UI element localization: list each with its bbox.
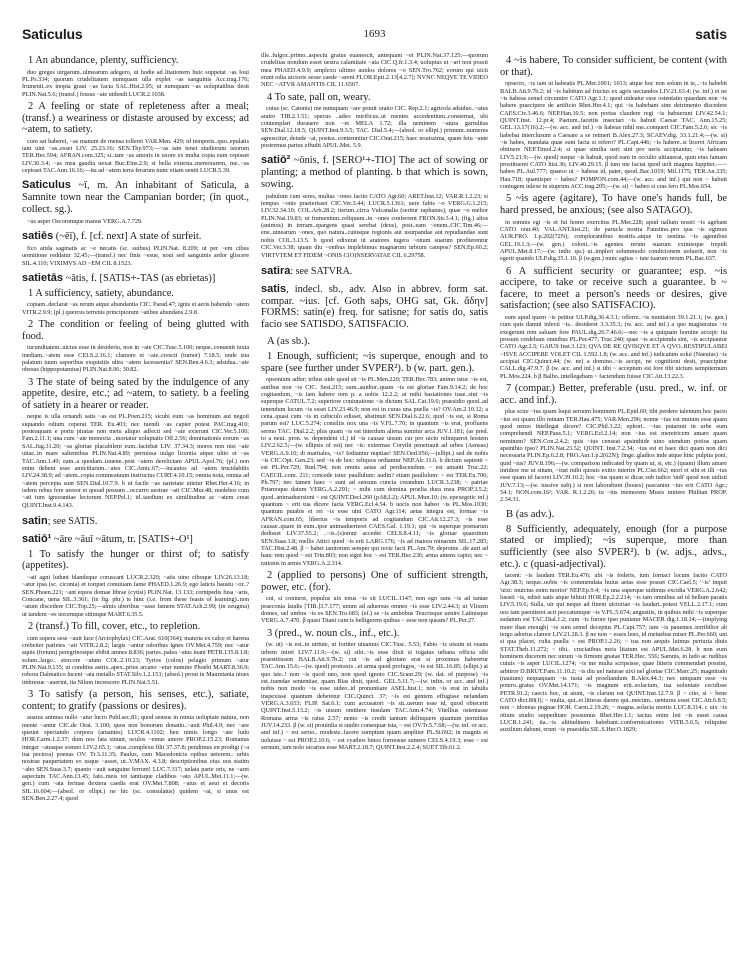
entry-definition: (~ēī), f. [cf. next] A state of surfeit. [53,231,202,243]
sense-definition: 3 To satisfy (a person, his senses, etc.), satiate, content; to gratify (passions or desires). [22,688,249,712]
citation-block: cui, si coniurot, populus uix totus ~is sit LUCIL.1147; non ego sum ~is ad tantae praeconia laudis [TIB.]3.7.177; unum ad aduersus omnes ~is esse LIV.2.44.3; ut Vlixem domes, uel umbra ~is es SEN.Tro.683; (ef.) se ~is ambobus Teucrisque uenire Latinisque VERG.A.7.470. β quasi Titani cum is belligerem quibus ~ esse non queam? PL.Per.27. [261,595,488,625]
citation-continuation: ille..fulgor..primo..aspectu gratus euanescit, antequam ~et PLIN.Nat.37.125;—quorum crudelitas nondum esset uestra calamitate ~ata CIC.Q.fr.1.3.4; uoluptas ut ~ari non possit mea PHAED.4.9.9; amplexu ultimo auidos dolores ~o SEN.Tro.762; eorum qui uicti erant odia uictoris sesse caede ~arent FLOR.Epit.2.13[4.2.7]; NVNC NEQVE TE VIDEO NEC ~ATVR AMANTIS CIL 11.6507. [261,52,488,89]
lemma: satira [261,264,291,277]
lemma: satiō² [261,154,291,167]
citation-block: opsecro, ~is iam ut habeatis PL.Mer.1001; 1013; atque hoc non solum in te,..~is habebit BALB.Att.9.7b.2; id ~is habitum ad fructus ex agris uectandos LIV.21.63.4; (w. inf.) et ne ~is habeas semel circumire CATO Agr.1.1; quod uideatur esse ostentatio quaedam non ~is habere praecipere de artificio Rhet.Her.4.1; qui ~is habebant sine detrimento discedere CAES.Civ.3.46.6; NEP.Han.10.5; non portas claudere regi ~is habuerunt LIV.42.54.1; QUINT.Inst. 12.pr.4; Paetum..facetiis insectari ~is habuit Caesar TAC. Ann.15.25; GEL.13.17(16).2;—(w. acc. and inf.) ~is habeas nihil me..conqueri CIC.Fam.5.2.6; sic ~is habebat interclusum a Caesare a se retineri B.Alex.27.3; SCAEV.dig. 33.1.21.4;—(w. si) ~is habes, mandata quae sunt facta si refero? PL.Capt.446; ~is habere..si liceret Africam obtinere NEP.Timol.2.4; si quae similia ueri sint pro ueris accipiantur, ~is habeam LIV.5.21.9;—(w. quod) neque ~is habuit, quod eam in occulto uitiauerat, quin eius famam prostitueret CATO hist.36; LIV.40.29.15. β tum me faciat quod uolt magnus Iuppiter..—~ habeo PL.Aul.777; quaeso ut ~ habeas id, pater, quod..Bac.1019; Mil.1175; TER.An.335; Hau.718; quantisper ~ habes? POMPON.com.44;—(w. acc. and inf.) qui non ~ habuit coniugem inlexe in stuprum ACC.trag.205;—(w. si) ~ habeo si cras fero PL.Mos.654. [500,80,727,190]
sense-definition: 2 (applied to persons) One of sufficient strength, power, etc. (for). [261,570,488,593]
sense-definition: 3 The state of being sated by the indulgence of any appetite, desire, etc.; ad ~atem, to satiety. b a feeling of satiety in a hearer or reader. [22,376,249,411]
lemma: satin [22,514,48,527]
dictionary-entry-headword [22,273,249,285]
citation-block: duo greges uirgarum..ulmearum adegero, ut hodie ad litationem huic suppetat ~as Ioui PL.Ps.334; quorum crudelitatem numquam ulla explet ~as sanguinis Acc.trag.176; frumenti..ex inopia graui ~as facta SAL.Hist.2.95; ut numquam ~as uoluptatibus desit PLIN.Nat.5.6; (transf.) fessus ~ate uidendi LUCR.2.1038. [22,68,249,98]
citation-block: iucunditatem..uictus esse in desiderio, non in ~ate CIC.Tusc.5.100; neque..conuenit iuxta inediam..~atem esse CELS.2.16.1; clamore et ~ate..crescit (tumor) 7.18.5; unde ista palatum tuum saporibus exquisitis ultra ~atem lacessentia? SEN.Ben.4.6.3; adsidua..~ate obesus (hippopotamius) PLIN.Nat.8.96; 30.82. [22,344,249,374]
column-3 [500,52,727,805]
cross-reference [22,515,249,528]
running-head [22,26,727,44]
citation-block: auarus animus nullo ~atur lucro Publ.sec.81; quod sensus in nimia uoluptate natura, non mente ~antur CIC.de Orat. 3.100; quos non bonorum donatio..~auit Phil.4.9; nec ~are queunt spectando corpora (amantes) LUCR.4.1102; heu nimis longo ~ate ludo HOR.Carm.1.2.37; dum nos fata sinunt, oculos ~emus amore PROP.2.15.23; Romanus integer ~atusque somno LIV.2.65.1; ~atus..complexu filii 37.37.8; pendimus en prodigi (~a tua pectora) poenas OV. Tr.3.11.35; Paulus, cum Macedonicis opibus ueterem.. urbis nostrae paupertatem eo usque ~asset, ut..V.MAX. 4.3.8; descriptionibus eius uos statim ~abo SEN.Suas.3.7; quanto ~auit sanguine ferrum! LUC.7.317; uelata parte oris, ne ~aret aspectum TAC.Ann.13.45; fato..meis tot tantisque cladibus ~ato APUL.Met.11.1;—(w. gen.) cum ~ata ferinae dextera caedis erat OV.Met.7.808; ~atus et aeui et decoris SIL.16.604;—(absol. or ellipt.) ne hic (sc. consulatus) quidem ~at, si unus est SEN.Ben.2.27.4; quod [22,714,249,802]
entry-definition: ~ātis, f. [SATIS+-TAS (as ebrietas)] [62,273,216,285]
sense-definition: 2 The condition or feeling of being glutted with food. [22,319,249,342]
entry-definition: ; see SATIS. [47,515,98,527]
section-heading: B (as adv.). [506,508,555,520]
sense-definition: 5 ~is agere (agitare), To have one's hands full, be hard pressed, be anxious; (see also SATAGO). [500,193,727,216]
entry-definition: : see SATVRA. [290,265,353,277]
lemma: Saticulus [22,179,71,192]
citation-block: copiam..declarat ~as rerum atque abundantia CIC. Parad.47; ignis et aeris habendo ~atem VITR.2.9.9; (pl.) quercus terrenis principiorum ~atibus abundans 2.9.8. [22,301,249,316]
sense-definition: 7 (compar.) Better, preferable (usu. pred., w. inf. or acc. and inf.). [500,383,727,406]
lemma: satiō¹ [22,532,52,545]
citation-block: opsonium adfer; tribus uide quod sit ~is PL.Men.220; TER.Hec.783; animo istuc ~is est, auribus non ~is CIC. Sest.215; sum..auidior..quam ~is est gloriae Fam.9.14.2; de hoc cogitandum, ~is iam habere rem p. a uobis 12.2.2; at mihi basiationes tuae..sint ~is superque CATUL.7.2; superiore coniuratione ~is dictum SAL.Cat.19.6; praesidio quod..ad tenendum locum ~is esset LIV.23.46.9; non est in curas una puella ~is? OV.Am.2.10.12; a cena..quasi cum ~is in cubiculo edisset, abstinuit SEN.Dial.6.22.6; quid ~is est, si Roma parum est? LUC.5.274; consiliis nox una ~is V.FL.7.70; in quantum ~is erat, profluens sermo TAC. Dial.2.2; plus quam ~is est interdum aliena sumitur arca JUV.1.181; (as pred. to a neut. pron. w. dependent cl.) id ~is causae uisum cur pro uicto relinqueret hostem LIV.2.62.5;—(w. ellipsis of est) nec ~is: extremas Corythi penetrauit ad urbes (Aeneas) VERG.A.9.10; di maritales, ~is? Iodiantur nuptiae! SEN.Oed.956;—(ellipt.) sed de nobis ~is CIC.Opt. Gen.23; sed ~is de hoc: reliquos ordiamur NEP.Alc.11.6. b dictum sapienti ~ est PL.Per.729; Rud.794; non omnis aetas ad perdiscendum ~ est amanti Truc.22; CAECIL.com. 211; concede istuc paullulum: audin? etiam paullulum: ~ est TER.Eu.706; Ph.797; nec tamen haec ~ sunt ad sensum cuncta creandum LUCR.3.238; ~ patriae Priamoque datum VERG.A.2.291; ~ mihi cum domina proelia dura mea PROP.3.5.2; quod..animaduersioni ~ est QUINT.Decl.260 (p.68,L2); APUL.Mun.10; (w. epexegetic inf.) quantum ~ erit tua dicere facta VERG.Ecl.4.54. b uocis non habeo ~is PL.Mos.1030; quantum putabis ei rei ~is esse uini CATO Agr.114; aetas integra est, formae ~is AFRAN.com.65; liberius ~is temporis ad cogitandum CIC.Att.12.27.3; ~is esse causae..quare in eum..ipse animaduerteret CAES.Gal. 1.19.1; qui ~is superque poenarum dedisset LIV.37.55.2; ..~is..(s)omni accedet CELS.8.4.11; ~is gloriae quaesitum SEN.Suas.1.8; mellis Attici quod ~is erit LARG.176; ~is ad maiora minarum SIL.17.285; TAC.Hist.2.48. β ~ habet ianitorum semper qui recte facit PL.Am.79; deprome ..de auri ad hanc rem quod ~ est Trin.803; non signi hoc ~ est TER.Hec.236; arma amens capio; nec ~ rationis in armis VERG.A.2.314. [261,376,488,567]
sense-definition: 1 Enough, sufficient; ~is superque, enough and to spare (see further under SVPER²). b (w. part. gen.). [261,351,488,374]
entry-definition: ~ōnis, f. [SERO¹+-TIO] The act of sowing or planting; a method of planting. b that which is sown, sowing. [261,155,488,190]
column-2 [261,52,488,805]
columns [22,52,727,805]
sense-definition: 2 A feeling or state of repleteness after a meal; (transf.) a weariness or distaste aroused by excess; ad ~atem, to satiety. [22,100,249,136]
dictionary-entry-headword [261,155,488,190]
entry-definition: ~āre ~āuī ~ātum, tr. [SATIS+-O¹] [51,533,193,545]
citation-block: neque is ulla ornandi satis ~as est PL.Poen.215; sicubi eum ~as hominum aut negoti siquando odium ceperat TER. Eu.403; nec tuendi ~as capier potest PAC.trag.410; posteaquam e portu piratae non metu aliquo adfecti sed ~ate exierunt CIC.Ver.5.100; Fam.2.11.1; una cum ~ate memoria ..moriatur uoluptatis Off.2.56; dominationis eorum ~as SAL.Jug.31.20; ~as gloriae placabilem eum..faciebat LIV. 37.34.3; mores non nisi ~ate uitae..in mare salientibus PLIN.Nat.4.89; permissa uulgo licentia atque ultio et ~as TAC.Ann.1.49; eam..a quodam..iuuene..post ~atem derelictam APUL.Apol.76; (pl.) non enim debent esse amicitiarum..~ates CIC.Amic.67;—incautos ad ~atem trucidabitis LIV.24.38.9; ad ~atem..copia commeatuum instructus CURT.4.10.15; omnia nota, omnia ad ~atem percepta sunt SEN.Dial.10.7.9. b ut facile ~as uarietate uitetur Rhet.Her.4.16; in isdem rebus fere uersor et quoad possum ..occurro uestrae ~ati CIC.Mur.48; medebor cum ~ati tum ignorantiae lectorum NEP.Pel.1; id..taedium ex similitudine ac ~atem creat QUINT.Inst.9.4.143. [22,413,249,509]
sense-definition: 1 A sufficiency, satiety, abundance. [28,287,174,299]
citation-block: cuius (sc. Catonis) me numquam ~are potuit oratio CIC. Rep.2.1; agricola adsiduo..~atus aratro TIB.2.1.51; specus ..adeo mirificus..ut mentes accedentium..consternat, ubi contemplari durauere non ~et MELA 1.72; illa neminem ~atura garrulitas SEN.Dial.12.18.5; QUINT.Inst.9.3.5; TAC. Dial.5.4;—(absol. or ellipt.) primum..numerus agnoscitur, deinde ~at, postea..contemnitur CIC.Orat.215; haec nouissima, quam fetu ~ante postremus partus effudit APUL.Met. 5.9. [261,105,488,150]
sense-definition: 3 (pred., w. noun cls., inf., etc.). [267,627,400,639]
entry-definition: , indecl. sb., adv. Also in abbrev. form sat. compar. ~ius. [cf. Goth saþs, OHG sat, Gk. ἄδην] FORMS: satin(e) freq. for satisne; for satis do, satis facio see SATISDO, SATISFACIO. [261,283,488,331]
citation-block: ~ati agni ludunt blandeque coruscant LUCR.2.320; ~atis uino ciboque LIV.26.13.18; ~atur ipsa (sc. ciconia) et torquet conuiuam fame PHAED.1.26.9; ego laticis haustu ~or..? SEN.Phoen.221; ~ant equos domae librae (cytisi) PLIN.Nat. 13.133; cornipedis fusa ~aris, Concane, uena SIL.3.361; (in fig. phr.) te hinc (i.e. from these feasts of learning)..non ~atum discedere CIC.Top.25;—almis uberibus ~asse famem STAT.Ach.2.99; (in zeugma) ut tandem ~es uocemque sitimque MART.6.35.5. [22,573,249,618]
section-heading: A (as sb.). [267,336,310,348]
citation-block: pabulum cum seres, multas ~ones facito CATO Agr.60; ARET.hist.12; VAR.R.1.2.23; si tempus ~onis praeterisset CIC.Ver.3.44; LUCR.5.1361; uere fabis ~o VERG.G.1.215; LIV.32.34.10; COL.Arb.28.2; iterum..circa Vulcanalia (seritur raphanus), quae ~o melior PLIN.Nat.19.83; ut frumentum..reliquum..in ~ones conferrent FRON.Str.3.4.1; (fig.) alios (animos) in terram..spargens quasi serebat (deus), post..eam ~onem..CIC.Tim.46;—ene..uinearum ~ones, quo natura..cuiusque regionis aut usurpandae aut repudiandae sunt nobis COL.3.13.5. b quod edixerat ut aratores iugera ~onum suarum profiterentur CIC.Ver.3.38; quam diu ~onibus implebimus magnarum urbium campos? SEN.Ep.60.2; VIRTVTEM ET FIDEM ~ONIS C(O)NSERVATAE CIL 6.29758. [261,192,488,259]
sense-definition: 1 An abundance, plenty, sufficiency. [28,55,179,66]
sense-definition: 8 Sufficiently, adequately, enough (for a purpose stated or implied); ~is superque, more than sufficiently (see also SVPER²). b (w. adjs., advs., etc.). c (quasi-adjectival). [500,523,727,570]
page-number: 1693 [363,28,386,40]
sense-definition: 1 To satisfy the hunger or thirst of; to satisfy (appetites). [22,548,249,572]
citation-block: cum supera sese ~auit luce (Arctophylax) CIC.Arat. 610(364); materia ex calce et harena crebeiter parietes ~ati VITR.2.8.2; largis ~antur odoribus ignes OV.Met.4.759; nec ~atur aquis (fretum) peregrinosque ebibit amnes 8.836; paries..palea ~atus inani PETR.135.8.1.8; solum..largo.. stercore ~atum COL.2.10.23; Tyrios (colos) pelagio primum ~atur PLIN.Nat.9.135; ut conditus astris..apex..prius arcano ~etur numine Phoebi MART.8.36.9; robora Dalmatico lucent ~ata metallo STAT.Silv.1.2.153; (absol.) prout in Mauretania niues imbresue ~auerint, ita Nilum increscere PLIN.Nat.5.51. [22,634,249,686]
sense-definition: 6 A sufficient security or guarantee; esp. ~is accipere, to take or receive such a guarantee. b ~ facere, to meet a person's needs or desires, give satisfaction; (see also SATISFACIO). [500,265,727,312]
citation-block: plus scire ~ius quam loqui seruom hominem PL.Epid.60; tibi perdere talentum hoc pacto ~ius est quam illo minam TER.Hau.475; VAR.Men.296; nonne ~ius est mutum esse quam quod nemo intellegat dicere? CIC.Phil.3.22; ephori.. ~ius putarunt in urbe eum comprehendi NEP.Paus.5.1; VERG.Ecl.2.14; non ~ius est meretricem amare quam neminem? SEN.Con.2.4.2; quis ~ius censeat apsinthide uino utendum potius quam apsinthio ipso? PLIN.Nat.23.52; QUINT. Inst.7.2.34; ~ius est et haec dici quam non dici necessaria PLIN.Ep.6.2.8; FRO.Aur.1.p.2(62N); finge..gladios inde atque hinc pulpita poni, quid ~ius? JUV.8.196;—(w. comparison indicated by quam ut, si, etc.) (quam) illum amare inridere me ut sinam, ~iust mihi quouis exitio interire PL.Cist.662; mori et sibi et illi ~ius esse quam id faceret LIV.39.10.2; hoc ~ius quam si dicas sub iudice 'uidi' quod non uidisti JUV.7.13;—(w. iussive subj.) si non laborabunt (boues) pascantur ~ius erit CATO Agr.; 54.1; NON.com.16²; VAR. R.1.2.26; tu ~ius memorem Musis imitere Philitan PROP. 2.34.31. [500,408,727,504]
dictionary-entry-headword [22,231,249,243]
lemma: satietās [22,272,63,285]
citation-block: (w. ut) ~is est..in uirtute, ut fortiter uiuamus CIC.Tusc. 5.53; Fabio ~is uisum ut ouans urbem iniret LIV.7.11.9;—(w. si) sibi..~is esse dixit si togatus urbana officia sibi praestitissem BALB.Att.9.7b.2; cui ~is ad gloriam erat si proximus haberetur TAC.Ann.15.6;—(w. quod) protraxis ..et arma quod profugos, ~is est SIL.16.85; (ellipt.) at quo iste..! non ~is quod uno, non quod ignoto CIC.Scaur.29; (w. dat. of purpose) ~is est..tuendae sententiae, quam Bias dixit, quod.. GEL.5.11.7;—(w. infin. or acc. and inf.) nobis non modo ~is esse uideo..id pronuntiare ASEL.hist.1; non ~is erat in tabulis inspexisse quantum deberetur CIC.Quinct. 37; ~is est gentem effugisse nefandam VERG.A.3.653; FLIP. Sat.6.1; cum accusatori ~is sit..uerum esse id, quod obiecerit QUINT.Inst.5.13.2; ~is uisum omittere insulam TAC.Ann.4.74; Vitellius ostentasse Romana arma ~is ratus 2.57; nemo ~is credit tantum delinquere quantum permittas JUV.14.233. β (w. si) prouinlia si studio consequar ista, ~ est OV.Tr.5.7.68;—(w. inf. or acc. and inf.) ~ est seruo.. modeste..facere sumptum quam ampliter PL.St.692; in magnis et uoluisse ~ est PROP.2.10.6; ~ est cyathos binos formosue sumere CELS.4.19.3; esse ~ est seruum, iam nolo uicarius esse MART.2.18.7; QUINT.Inst.2.2.4; SUET.Tib.61.2. [261,641,488,752]
citation-block: eum apud quem ~is petitur ULP.dig.36.4.3.1; offerre..~is nuntiatori 39.1.21.1; (w. gen.) cum quis damni infecti ~is.. desideret 3.3.35.3; (w. acc. and inf.) a quo magistratus ~is exegerunt rem saluam fore PAUL.dig.26.7.46.6;—nec ~is a quiquam homine accepi: ita prosum credebam omnibus PL.Per.477; Truc.240; quae ~is accipienda sint, ~is accipiantur CATO Agr.2.5; GAIUS Inst.3.123; QVA DE RE QVISQVE ET A QVO..RESTIPULABEI ~ISVE ACCIPERE VOLET CIL 1.592.1.8; (w. acc. and inf.) iudicatum solui (Naeuius) ~is accipiat CIC.Quinct.44; (w. ne) a domino..~is accipi, ne cognitioni desit, praecipitur CALL.dig.47.9.7. β (w. acc. and inf.) si tibi ~ acceptum est fore tibi uictum sempiternum PL.Mos.224. b β Balbo..intellegebam ~ faciendum fuisse CIC.Att.13.22.3. [500,313,727,380]
lemma: satiēs [22,230,54,243]
citation-block: ~us asper Oscorumque manus VERG.A.7.729. [27,217,143,225]
sense-definition: 4 ~is habere, To consider sufficient, be content (with or that). [500,55,727,78]
right-guide-word: satis [695,26,727,42]
left-guide-word: Saticulus [22,26,83,42]
sense-definition: 4 To sate, pall on, weary. [267,91,371,103]
cross-reference [261,265,488,278]
citation-block: fico arida saginatis ac ~e necatis (sc. suibus) PLIN.Nat. 8.209; ut per ~em cibus uomitione reddatur 32.45;—(transf.) nec finis ~esue, noui sed sanguinis ardor gliscere SIL.4.110; VIXIMVS AD ~EM CIL 8.1523. [22,245,249,267]
dictionary-entry-headword [22,180,249,215]
column-1 [22,52,249,805]
dictionary-entry-headword [261,284,488,331]
dictionary-page [22,26,727,802]
citation-block: in somnis egi ~is et fui homo exercitus PL.Mer.228; apud uallum nostri ~is agebant CATO orat.40; VAL.ANT.hist.21; de parucla nostra Faustina..pro qua ~is egimus AUR.FRO. 1.p.202(72N); complorantibus nostris..atque in sentina ~is agentibus GEL.19.1.3;—(w. gen.) coloni..~is agentes rerum suarum eximieque trepidi APUL.Met.8.17;—(w. indir. qu.) ut..impleri solummodo condicionem uoluerit, non ~is egerit quando ULP.dig.35.1.10. β (w.gen.) nunc agitas ~ tute tuarum rerum PL.Bac.637. [500,218,727,263]
entry-definition: ~ī, m. An inhabitant of Saticula, a Samnite town near the Campanian border; (in quot., collect. sg.). [22,180,249,216]
lemma: satis [261,282,287,295]
sense-definition: 2 (transf.) To fill, cover, etc., to repletion. [28,620,201,632]
dictionary-entry-headword [22,534,249,546]
citation-block: tacent: ~is laudant TER.Eu.476; ubi ~is foderis, tum fornaci locum facito CATO Agr.38.3; neque..uobis ~is commendata huius aetas esse posset CIC.Cael.5; '~is' inquit 'uixi: inuictus enim morior' NEP.Ep.9.4; ~is una superque uidimus excidia VERG.A.2.642; lusisti ~is, edisti satis atque bibisti HOR.Ep.2.2.214; ~is iam omnibus ad id bellum paratis LIV.5.19.6; Sulla, uir qui neque ad finem uictoriae ~is laudari..potest VELL.2.17.1; cum uos iam paeniteret acti peccatumque ~is V.FL.5.674; angustiis, in quibus mihi ~is superque sudatum est TAC.Dial.1.2; cum ~is furore ipso puniatur MACER dig.1.18.14;—(implying more than enough) ~is sum semel deceptus PL.Capt.757; iam ~is pauentes..terribilior ab tergo adortus clamor LIV.21.28.3. β ne non ~ esses leno, id metuebas miser PL.Per.660; uni si qua placet, culta puella ~ est PROP.1.2.26; ~ tua non aequis luimus periuria diuis STAT.Theb.11.272; ~ tibi.. cruciatibus meis litatum est APUL.Met.6.28. b non eum hominem ducerem nec uirum ~is firmum gnatae TER.Hec. 556; Samnis, in ludo ac rudibus cuiuis ~is asper LUCIL.1274; ~is me multa scripsisse, quae litteris commendari possint, arbitror D.BRUT.Fam.11.10.2; ~is diu uel naturae uixi uel gloriae CIC.Marc.25; magnitudo (nauium) nequaquam ~is iusta ad proeliandum B.Alex.44.3; nec umquam esse ~is potero..gratus OV.Met.14.171; ~is magnum erit..solacium, tua uoluntate cecidisse PETR.91.2; caecis hoc, ut aiunt, ~is clarum est QUINT.Inst.12.7.9. β ~ cito, si ~ bene CATO dict.80(J); ~ multa, qui..ei litteras darem qui..mecum.. uenturus esset CIC.Att.6.8.5; non ~ idoneus pugnae HOR. Carm.2.19.26; ~ magna..solacia mortis LUC.8.314. c uix ~is otium studio suppeditare possumus Rhet.Her.1.1; tactus enim leti ~is esset causa LUCR.1.241; ita..~is altitudinem habebant..conformicationes VITR.5.6.5; reliquine auxilium dabunt, erunt ~is praesidia SIL.S.Her.O.1829; [500,572,727,734]
citation-block: cum sat haberet, ~as manum de mensa tolleret VAR.Men. 429; id temporis..quo..epulatis iam uini ~as..esset LIV. 25.23.16; SEN.Thy.973;—~as iam tenet studiorum istorum TER.Hec.594; AFRAN.com.325; si..iam ~as amoris in uxore ex multa copia eum cepisset LIV.30.3.4; ~as mea gaudia uexat Buc.Eins.2.9; si bella externa..memorarem, me..~as cepisset TAC.Ann.16.16;—ita ad ~atem terra ferarum nunc etiam sentit LUCR.5.39. [22,137,249,175]
